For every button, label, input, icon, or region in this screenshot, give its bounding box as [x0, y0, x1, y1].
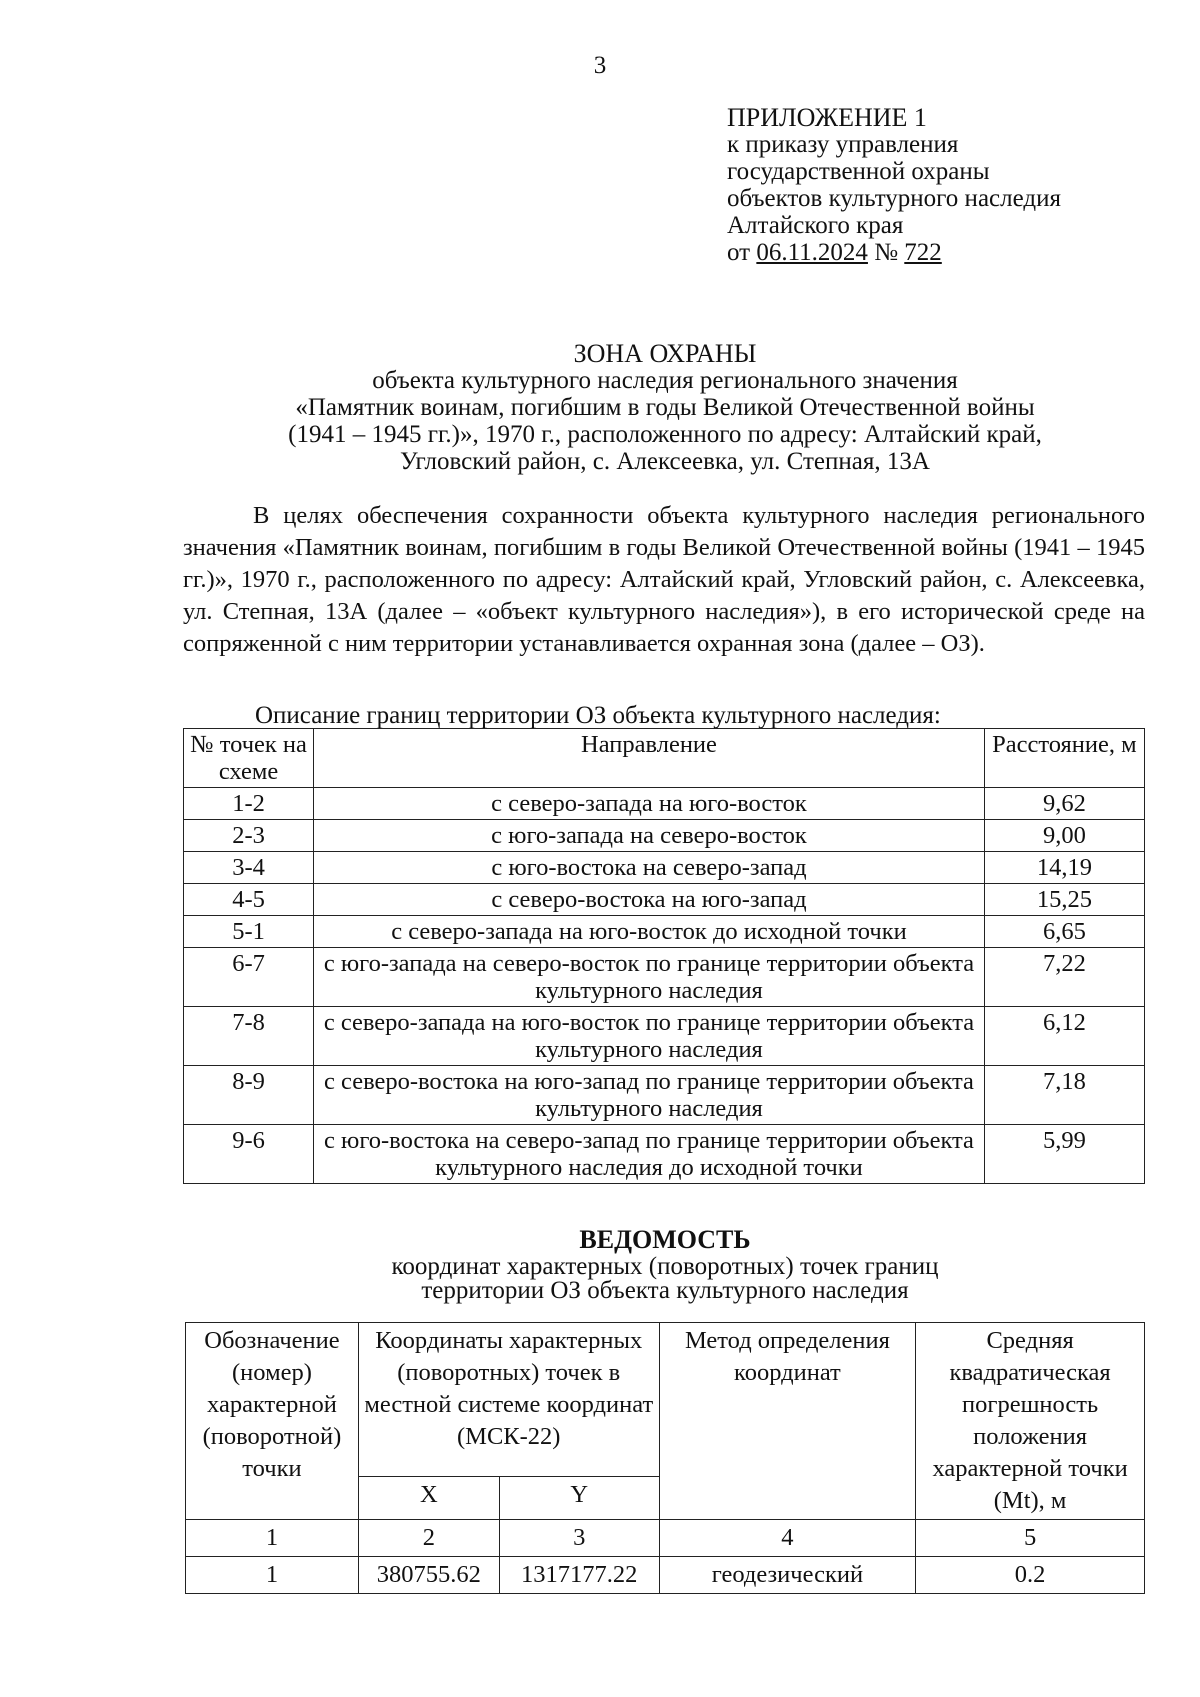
- title-line: (1941 – 1945 гг.)», 1970 г., расположенного по адресу: Алтайский край,: [288, 421, 1042, 448]
- cell-distance: 7,22: [984, 948, 1144, 1007]
- header-y: Y: [499, 1477, 659, 1520]
- cell-direction: с северо-востока на юго-запад по границе территории объекта культурного наследия: [314, 1066, 985, 1125]
- column-number: 3: [499, 1520, 659, 1557]
- intro-text: В целях обеспечения сохранности объекта культурного наследия регионального значения «Памятник воинам, погибшим в годы Великой Отечественной войны (1941 – 1945 гг.)», 1970 г., расположенного по адресу: Алтайский край, Угловский район, с. Алексеевка, ул. Степная, 13А (далее – «объект культурного наследия»), в его исторической среде на сопряженной с ним территории устанавливается охранная зона (далее – ОЗ).: [183, 502, 1145, 657]
- table-row: [184, 948, 1145, 1007]
- cell-distance: 9,00: [984, 820, 1144, 852]
- cell-direction: с северо-запада на юго-восток: [314, 788, 985, 820]
- table-header-row: [184, 729, 1145, 788]
- header-error: Средняя квадратическая погрешность положения характерной точки (Mt), м: [916, 1323, 1145, 1520]
- appendix-heading: ПРИЛОЖЕНИЕ 1: [727, 103, 927, 132]
- vedomost-title: [0, 1225, 1200, 1303]
- table-row: [184, 1125, 1145, 1184]
- document-title: [0, 340, 1200, 475]
- table-row: [186, 1557, 1145, 1594]
- column-number-row: [186, 1520, 1145, 1557]
- cell-y: 1317177.22: [499, 1557, 659, 1594]
- header-x: X: [358, 1477, 499, 1520]
- cell-method: геодезический: [659, 1557, 916, 1594]
- cell-distance: 9,62: [984, 788, 1144, 820]
- cell-distance: 5,99: [984, 1125, 1144, 1184]
- appendix-line: объектов культурного наследия: [727, 185, 1061, 212]
- vedomost-heading: ВЕДОМОСТЬ: [579, 1225, 751, 1254]
- title-heading: ЗОНА ОХРАНЫ: [573, 339, 757, 368]
- cell-distance: 14,19: [984, 852, 1144, 884]
- table-row: [184, 916, 1145, 948]
- table-header-row: [186, 1323, 1145, 1477]
- cell-distance: 15,25: [984, 884, 1144, 916]
- appendix-line: государственной охраны: [727, 158, 990, 185]
- header-distance: Расстояние, м: [984, 729, 1144, 788]
- header-points: № точек на схеме: [184, 729, 314, 788]
- column-number: 2: [358, 1520, 499, 1557]
- cell-direction: с юго-запада на северо-восток: [314, 820, 985, 852]
- cell-points: 6-7: [184, 948, 314, 1007]
- cell-direction: с северо-запада на юго-восток по границе территории объекта культурного наследия: [314, 1007, 985, 1066]
- cell-distance: 6,65: [984, 916, 1144, 948]
- order-number: 722: [904, 239, 942, 266]
- boundary-table-caption: Описание границ территории ОЗ объекта культурного наследия:: [255, 702, 941, 729]
- cell-points: 9-6: [184, 1125, 314, 1184]
- table-row: [184, 820, 1145, 852]
- cell-direction: с северо-запада на юго-восток до исходной точки: [314, 916, 985, 948]
- cell-points: 1-2: [184, 788, 314, 820]
- cell-points: 8-9: [184, 1066, 314, 1125]
- column-number: 1: [186, 1520, 359, 1557]
- coordinates-table: [185, 1322, 1145, 1594]
- table-row: [184, 788, 1145, 820]
- cell-points: 7-8: [184, 1007, 314, 1066]
- table-row: [184, 852, 1145, 884]
- cell-points: 3-4: [184, 852, 314, 884]
- cell-points: 4-5: [184, 884, 314, 916]
- appendix-order-line: [727, 239, 1061, 266]
- cell-points: 5-1: [184, 916, 314, 948]
- header-direction: Направление: [314, 729, 985, 788]
- boundary-table: [183, 728, 1145, 1184]
- page-number: 3: [593, 52, 607, 79]
- header-coordinates: Координаты характерных (поворотных) точек в местной системе координат (МСК-22): [358, 1323, 659, 1477]
- cell-direction: с юго-востока на северо-запад: [314, 852, 985, 884]
- order-date: 06.11.2024: [756, 239, 868, 266]
- title-line: Угловский район, с. Алексеевка, ул. Степная, 13А: [400, 448, 930, 475]
- from-prefix: от: [727, 239, 751, 266]
- cell-distance: 6,12: [984, 1007, 1144, 1066]
- vedomost-line: координат характерных (поворотных) точек границ: [391, 1253, 939, 1280]
- column-number: 4: [659, 1520, 916, 1557]
- number-sign: №: [874, 239, 899, 266]
- intro-paragraph: [183, 500, 1145, 660]
- appendix-line: к приказу управления: [727, 131, 959, 158]
- appendix-line: Алтайского края: [727, 212, 904, 239]
- header-designation: Обозначение (номер) характерной (поворотной) точки: [186, 1323, 359, 1520]
- cell-points: 2-3: [184, 820, 314, 852]
- cell-x: 380755.62: [358, 1557, 499, 1594]
- cell-direction: с северо-востока на юго-запад: [314, 884, 985, 916]
- table-row: [184, 884, 1145, 916]
- table-row: [184, 1066, 1145, 1125]
- appendix-block: [727, 104, 1061, 266]
- cell-direction: с юго-запада на северо-восток по границе территории объекта культурного наследия: [314, 948, 985, 1007]
- cell-point: 1: [186, 1557, 359, 1594]
- header-method: Метод определения координат: [659, 1323, 916, 1520]
- table-row: [184, 1007, 1145, 1066]
- cell-error: 0.2: [916, 1557, 1145, 1594]
- column-number: 5: [916, 1520, 1145, 1557]
- vedomost-line: территории ОЗ объекта культурного наследия: [421, 1277, 909, 1304]
- title-line: «Памятник воинам, погибшим в годы Великой Отечественной войны: [295, 394, 1035, 421]
- title-line: объекта культурного наследия регионального значения: [372, 367, 958, 394]
- cell-direction: с юго-востока на северо-запад по границе территории объекта культурного наследия до исходной точки: [314, 1125, 985, 1184]
- cell-distance: 7,18: [984, 1066, 1144, 1125]
